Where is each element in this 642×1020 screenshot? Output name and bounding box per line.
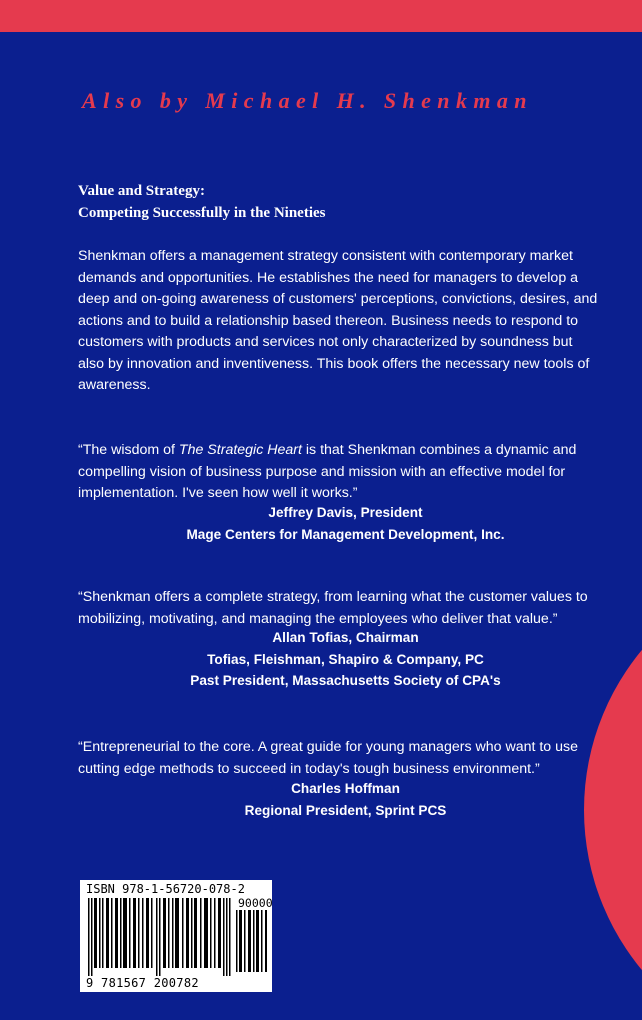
quote-1	[78, 440, 613, 505]
quote-3-org: Regional President, Sprint PCS	[244, 802, 447, 818]
book-title-line1: Value and Strategy:	[78, 183, 205, 199]
quote-2-org2: Past President, Massachusetts Society of CPA's	[190, 673, 501, 688]
quote-3-attribution	[78, 778, 613, 821]
quote-2-org: Tofias, Fleishman, Shapiro & Company, PC	[207, 651, 484, 667]
price-code: 90000	[238, 896, 273, 910]
quote-1-org: Mage Centers for Management Development, Inc.	[186, 526, 505, 542]
price-barcode-bars-icon	[236, 910, 268, 972]
book-description: Shenkman offers a management strategy consistent with contemporary market demands and opportunities. He establishes the need for managers to develop a deep and on-going awareness of customers' perceptions, convictions, desires, and actions and to build a relationship based thereon. Business needs to respond to customers with products and services not only characterized by soundness but also by innovation and inventiveness. This book offers the necessary new tools of awareness.	[78, 248, 598, 393]
quote-3	[78, 737, 613, 780]
isbn-barcode	[80, 880, 272, 992]
quote-3-text: “Entrepreneurial to the core. A great guide for young managers who want to use cutting edge methods to succeed in today's tough business environment.”	[78, 739, 579, 777]
quote-1-text: “The wisdom of The Strategic Heart is that Shenkman combines a dynamic and compelling vision of business purpose and mission with an effective model for implementation. I've seen how well it works.”	[78, 442, 577, 501]
top-accent-band	[0, 0, 642, 32]
quote-3-name: Charles Hoffman	[291, 781, 400, 796]
quote-1-name: Jeffrey Davis, President	[268, 505, 423, 520]
book-title-italic: The Strategic Heart	[178, 442, 302, 458]
book-title	[78, 180, 326, 224]
barcode-bars-icon	[88, 898, 232, 976]
ean-number: 9 781567 200782	[86, 976, 199, 990]
quote-2-name: Allan Tofias, Chairman	[272, 630, 419, 645]
isbn-label: ISBN 978-1-56720-078-2	[86, 882, 245, 896]
quote-2	[78, 587, 613, 630]
quote-2-text: “Shenkman offers a complete strategy, from learning what the customer values to mobilizing, motivating, and managing the employees who deliver that value.”	[78, 589, 588, 627]
quote-2-attribution	[78, 627, 613, 692]
book-title-line2: Competing Successfully in the Nineties	[78, 205, 326, 221]
quote-1-attribution	[78, 502, 613, 545]
also-by-heading: Also by Michael H. Shenkman	[82, 88, 533, 113]
